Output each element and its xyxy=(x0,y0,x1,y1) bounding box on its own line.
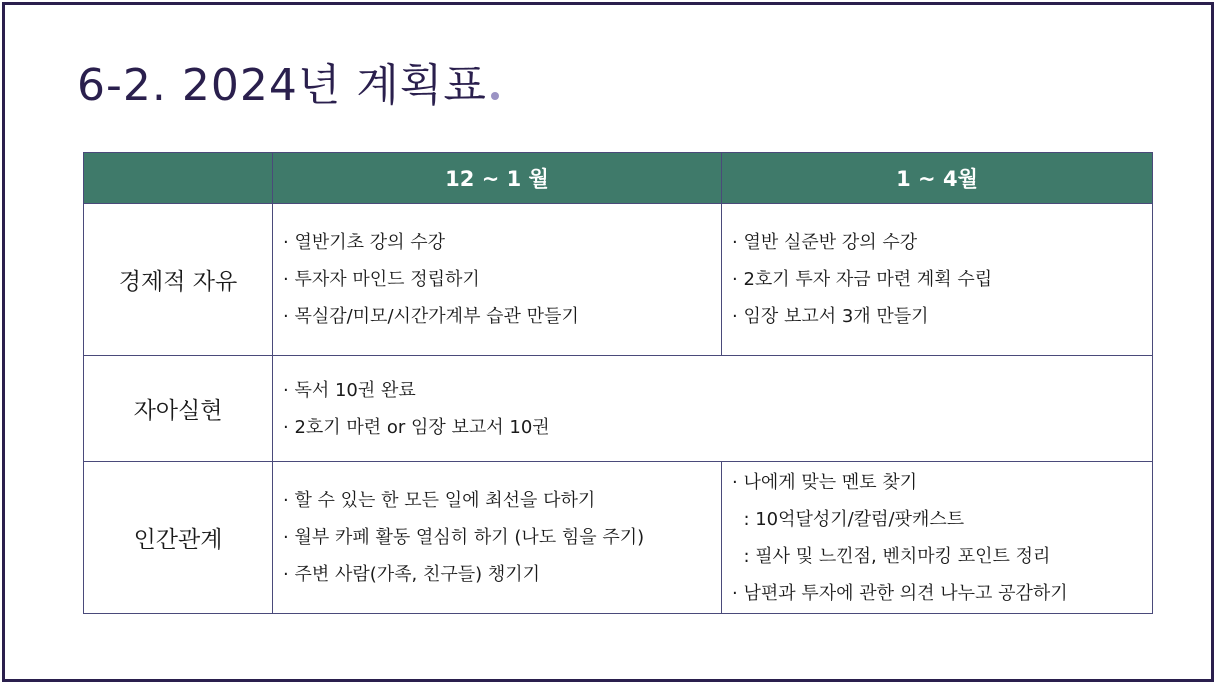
plan-item: : 필사 및 느낀점, 벤치마킹 포인트 정리 xyxy=(732,545,1051,567)
table-row xyxy=(84,204,1153,356)
plan-item: · 나에게 맞는 멘토 찾기 xyxy=(732,471,918,493)
plan-item: · 주변 사람(가족, 친구들) 챙기기 xyxy=(283,564,541,585)
plan-item: · 독서 10권 완료 xyxy=(283,379,416,401)
plan-cell-merged xyxy=(273,356,1153,462)
plan-cell xyxy=(722,204,1153,356)
category-label: 자아실현 xyxy=(84,356,273,462)
plan-cell xyxy=(273,462,722,614)
category-label: 인간관계 xyxy=(84,462,273,614)
plan-item: : 10억달성기/칼럼/팟캐스트 xyxy=(732,508,965,530)
header-period-1: 12 ~ 1 월 xyxy=(273,153,722,204)
table-header-row xyxy=(84,153,1153,204)
table-row xyxy=(84,356,1153,462)
category-label: 경제적 자유 xyxy=(84,204,273,356)
plan-item: · 열반 실준반 강의 수강 xyxy=(732,232,918,253)
plan-table xyxy=(83,152,1153,614)
plan-item: · 2호기 투자 자금 마련 계획 수립 xyxy=(732,269,993,290)
plan-item: · 월부 카페 활동 열심히 하기 (나도 힘을 주기) xyxy=(283,527,645,548)
plan-cell xyxy=(273,204,722,356)
plan-item: · 2호기 마련 or 임장 보고서 10권 xyxy=(283,416,550,438)
plan-item: · 목실감/미모/시간가계부 습관 만들기 xyxy=(283,306,579,327)
header-period-2: 1 ~ 4월 xyxy=(722,153,1153,204)
plan-item: · 할 수 있는 한 모든 일에 최선을 다하기 xyxy=(283,490,596,511)
page-title-text: 6-2. 2024년 계획표 xyxy=(77,60,487,111)
header-corner xyxy=(84,153,273,204)
page-title xyxy=(77,49,499,113)
table-row xyxy=(84,462,1153,614)
plan-cell xyxy=(722,462,1153,614)
plan-item: · 투자자 마인드 정립하기 xyxy=(283,269,480,290)
plan-item: · 남편과 투자에 관한 의견 나누고 공감하기 xyxy=(732,582,1068,604)
plan-item: · 열반기초 강의 수강 xyxy=(283,232,445,253)
title-accent-dot xyxy=(491,92,499,100)
plan-item: · 임장 보고서 3개 만들기 xyxy=(732,306,929,327)
